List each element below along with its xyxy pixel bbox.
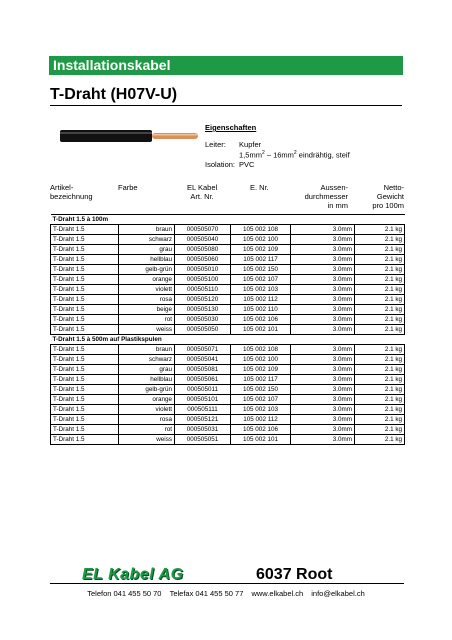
cell-e-nr: 105 002 110 (231, 305, 291, 315)
cell-article: T-Draht 1.5 (51, 355, 119, 365)
cell-elkabel-nr: 000505050 (175, 325, 231, 335)
col-header-color: Farbe (118, 183, 138, 192)
cell-color: rosa (119, 295, 175, 305)
cell-diameter: 3.0mm (291, 425, 355, 435)
cell-article: T-Draht 1.5 (51, 345, 119, 355)
cell-weight: 2.1 kg (355, 255, 405, 265)
cell-diameter: 3.0mm (291, 405, 355, 415)
cell-weight: 2.1 kg (355, 345, 405, 355)
cell-elkabel-nr: 000505100 (175, 275, 231, 285)
cell-elkabel-nr: 000505121 (175, 415, 231, 425)
cell-e-nr: 105 002 112 (231, 415, 291, 425)
cell-color: weiss (119, 435, 175, 445)
cell-elkabel-nr: 000505031 (175, 425, 231, 435)
cell-article: T-Draht 1.5 (51, 425, 119, 435)
cable-copper-highlight (152, 134, 198, 136)
cell-color: hellblau (119, 375, 175, 385)
cell-weight: 2.1 kg (355, 375, 405, 385)
cell-diameter: 3.0mm (291, 225, 355, 235)
cell-elkabel-nr: 000505011 (175, 385, 231, 395)
cell-diameter: 3.0mm (291, 435, 355, 445)
cell-color: violett (119, 405, 175, 415)
cell-diameter: 3.0mm (291, 245, 355, 255)
section-header: T-Draht 1.5 à 500m auf Plastikspulen (51, 335, 405, 345)
properties-table (205, 140, 354, 169)
cell-diameter: 3.0mm (291, 235, 355, 245)
cell-diameter: 3.0mm (291, 305, 355, 315)
cell-color: schwarz (119, 355, 175, 365)
table-row (51, 325, 405, 335)
cell-e-nr: 105 002 107 (231, 395, 291, 405)
cell-article: T-Draht 1.5 (51, 395, 119, 405)
cell-weight: 2.1 kg (355, 275, 405, 285)
cell-color: orange (119, 395, 175, 405)
table-500m (50, 334, 405, 445)
cell-e-nr: 105 002 109 (231, 245, 291, 255)
col-header-enr: E. Nr. (250, 183, 269, 192)
cell-diameter: 3.0mm (291, 275, 355, 285)
page-title: T-Draht (H07V-U) (50, 86, 402, 106)
cell-article: T-Draht 1.5 (51, 405, 119, 415)
isolation-value: PVC (239, 159, 255, 169)
cell-elkabel-nr: 000505051 (175, 435, 231, 445)
cell-e-nr: 105 002 150 (231, 265, 291, 275)
cell-e-nr: 105 002 109 (231, 365, 291, 375)
cell-diameter: 3.0mm (291, 355, 355, 365)
cell-diameter: 3.0mm (291, 295, 355, 305)
cell-e-nr: 105 002 117 (231, 255, 291, 265)
cell-diameter: 3.0mm (291, 285, 355, 295)
cell-article: T-Draht 1.5 (51, 315, 119, 325)
cable-insulation-highlight (60, 132, 152, 134)
cell-elkabel-nr: 000505041 (175, 355, 231, 365)
contact-email[interactable]: info@elkabel.ch (311, 589, 365, 598)
cell-article: T-Draht 1.5 (51, 225, 119, 235)
table-row (51, 385, 405, 395)
table-row (51, 355, 405, 365)
contact-fax: Telefax 041 455 50 77 (169, 589, 244, 598)
column-headers (50, 183, 404, 216)
cell-color: braun (119, 345, 175, 355)
cell-diameter: 3.0mm (291, 255, 355, 265)
section-banner: Installationskabel (49, 56, 403, 75)
cell-elkabel-nr: 000505040 (175, 235, 231, 245)
cell-weight: 2.1 kg (355, 405, 405, 415)
cable-image (60, 129, 198, 143)
contact-phone: Telefon 041 455 50 70 (87, 589, 162, 598)
table-row (51, 365, 405, 375)
cell-elkabel-nr: 000505010 (175, 265, 231, 275)
cell-color: beige (119, 305, 175, 315)
cell-article: T-Draht 1.5 (51, 415, 119, 425)
cell-diameter: 3.0mm (291, 415, 355, 425)
cell-e-nr: 105 002 101 (231, 435, 291, 445)
cell-elkabel-nr: 000505101 (175, 395, 231, 405)
cell-diameter: 3.0mm (291, 265, 355, 275)
cell-elkabel-nr: 000505111 (175, 405, 231, 415)
table-row (51, 235, 405, 245)
cell-weight: 2.1 kg (355, 315, 405, 325)
cell-color: rot (119, 315, 175, 325)
cell-article: T-Draht 1.5 (51, 285, 119, 295)
col-header-elkabel: EL Kabel Art. Nr. (187, 183, 218, 201)
table-row (51, 265, 405, 275)
footer-divider (50, 583, 404, 584)
cell-color: grau (119, 365, 175, 375)
cell-elkabel-nr: 000505110 (175, 285, 231, 295)
cell-color: hellblau (119, 255, 175, 265)
col-header-weight: Netto- Gewicht pro 100m (372, 183, 404, 210)
cell-color: grau (119, 245, 175, 255)
cell-weight: 2.1 kg (355, 245, 405, 255)
cell-elkabel-nr: 000505061 (175, 375, 231, 385)
cell-color: rosa (119, 415, 175, 425)
table-row (51, 345, 405, 355)
table-row (51, 245, 405, 255)
cell-article: T-Draht 1.5 (51, 435, 119, 445)
table-row (51, 285, 405, 295)
cell-color: gelb-grün (119, 385, 175, 395)
cell-e-nr: 105 002 106 (231, 425, 291, 435)
cell-weight: 2.1 kg (355, 295, 405, 305)
cell-elkabel-nr: 000505030 (175, 315, 231, 325)
cell-color: braun (119, 225, 175, 235)
table-row (51, 395, 405, 405)
cell-elkabel-nr: 000505130 (175, 305, 231, 315)
cell-color: violett (119, 285, 175, 295)
table-row (51, 255, 405, 265)
cell-elkabel-nr: 000505081 (175, 365, 231, 375)
cell-weight: 2.1 kg (355, 325, 405, 335)
cell-weight: 2.1 kg (355, 235, 405, 245)
cell-e-nr: 105 002 103 (231, 285, 291, 295)
cell-weight: 2.1 kg (355, 305, 405, 315)
cell-elkabel-nr: 000505071 (175, 345, 231, 355)
cell-weight: 2.1 kg (355, 365, 405, 375)
cell-e-nr: 105 002 108 (231, 345, 291, 355)
company-logo: EL Kabel AG (82, 566, 184, 583)
table-row (51, 425, 405, 435)
cell-e-nr: 105 002 108 (231, 225, 291, 235)
table-row (51, 295, 405, 305)
cell-diameter: 3.0mm (291, 345, 355, 355)
col-header-diameter: Aussen- durchmesser in mm (304, 183, 348, 210)
table-row (51, 275, 405, 285)
cell-article: T-Draht 1.5 (51, 375, 119, 385)
cell-article: T-Draht 1.5 (51, 255, 119, 265)
leiter-value: Kupfer (239, 140, 262, 149)
cell-elkabel-nr: 000505080 (175, 245, 231, 255)
table-100m (50, 214, 405, 335)
cell-e-nr: 105 002 107 (231, 275, 291, 285)
cell-article: T-Draht 1.5 (51, 245, 119, 255)
cell-elkabel-nr: 000505060 (175, 255, 231, 265)
cell-e-nr: 105 002 117 (231, 375, 291, 385)
cross-section-value: $1,5mm^2 - 16mm^2$ eindrähtig, steif (239, 150, 350, 160)
cell-weight: 2.1 kg (355, 265, 405, 275)
cell-e-nr: 105 002 150 (231, 385, 291, 395)
contact-web[interactable]: www.elkabel.ch (251, 589, 304, 598)
cell-diameter: 3.0mm (291, 325, 355, 335)
cell-article: T-Draht 1.5 (51, 325, 119, 335)
properties-block (205, 123, 354, 169)
cell-weight: 2.1 kg (355, 435, 405, 445)
cell-weight: 2.1 kg (355, 225, 405, 235)
cell-color: rot (119, 425, 175, 435)
cell-article: T-Draht 1.5 (51, 365, 119, 375)
cell-e-nr: 105 002 101 (231, 325, 291, 335)
cell-elkabel-nr: 000505120 (175, 295, 231, 305)
contact-line (0, 589, 452, 598)
cell-weight: 2.1 kg (355, 285, 405, 295)
section-header: T-Draht 1.5 à 100m (51, 215, 405, 225)
table-row (51, 375, 405, 385)
cell-diameter: 3.0mm (291, 395, 355, 405)
cell-e-nr: 105 002 100 (231, 235, 291, 245)
cell-diameter: 3.0mm (291, 315, 355, 325)
cell-weight: 2.1 kg (355, 385, 405, 395)
cell-color: gelb-grün (119, 265, 175, 275)
cell-article: T-Draht 1.5 (51, 265, 119, 275)
table-row (51, 415, 405, 425)
table-row (51, 305, 405, 315)
cell-article: T-Draht 1.5 (51, 275, 119, 285)
cell-weight: 2.1 kg (355, 355, 405, 365)
leiter-label: Leiter: (205, 140, 226, 149)
table-row (51, 405, 405, 415)
cell-e-nr: 105 002 112 (231, 295, 291, 305)
cell-weight: 2.1 kg (355, 425, 405, 435)
cable-insulation (60, 130, 152, 142)
cell-color: orange (119, 275, 175, 285)
cell-weight: 2.1 kg (355, 415, 405, 425)
cell-weight: 2.1 kg (355, 395, 405, 405)
company-city: 6037 Root (256, 566, 333, 583)
cell-diameter: 3.0mm (291, 375, 355, 385)
table-row (51, 225, 405, 235)
table-row (51, 435, 405, 445)
table-row (51, 315, 405, 325)
cell-e-nr: 105 002 103 (231, 405, 291, 415)
cell-article: T-Draht 1.5 (51, 235, 119, 245)
col-header-article: Artikel- bezeichnung (50, 183, 93, 201)
cell-color: weiss (119, 325, 175, 335)
cell-e-nr: 105 002 106 (231, 315, 291, 325)
properties-heading: Eigenschaften (205, 123, 257, 132)
cell-article: T-Draht 1.5 (51, 305, 119, 315)
cable-copper-core (152, 133, 198, 139)
cell-article: T-Draht 1.5 (51, 295, 119, 305)
cell-article: T-Draht 1.5 (51, 385, 119, 395)
cell-e-nr: 105 002 100 (231, 355, 291, 365)
cell-elkabel-nr: 000505070 (175, 225, 231, 235)
cell-diameter: 3.0mm (291, 365, 355, 375)
cell-color: schwarz (119, 235, 175, 245)
cell-diameter: 3.0mm (291, 385, 355, 395)
isolation-label: Isolation: (205, 159, 236, 169)
